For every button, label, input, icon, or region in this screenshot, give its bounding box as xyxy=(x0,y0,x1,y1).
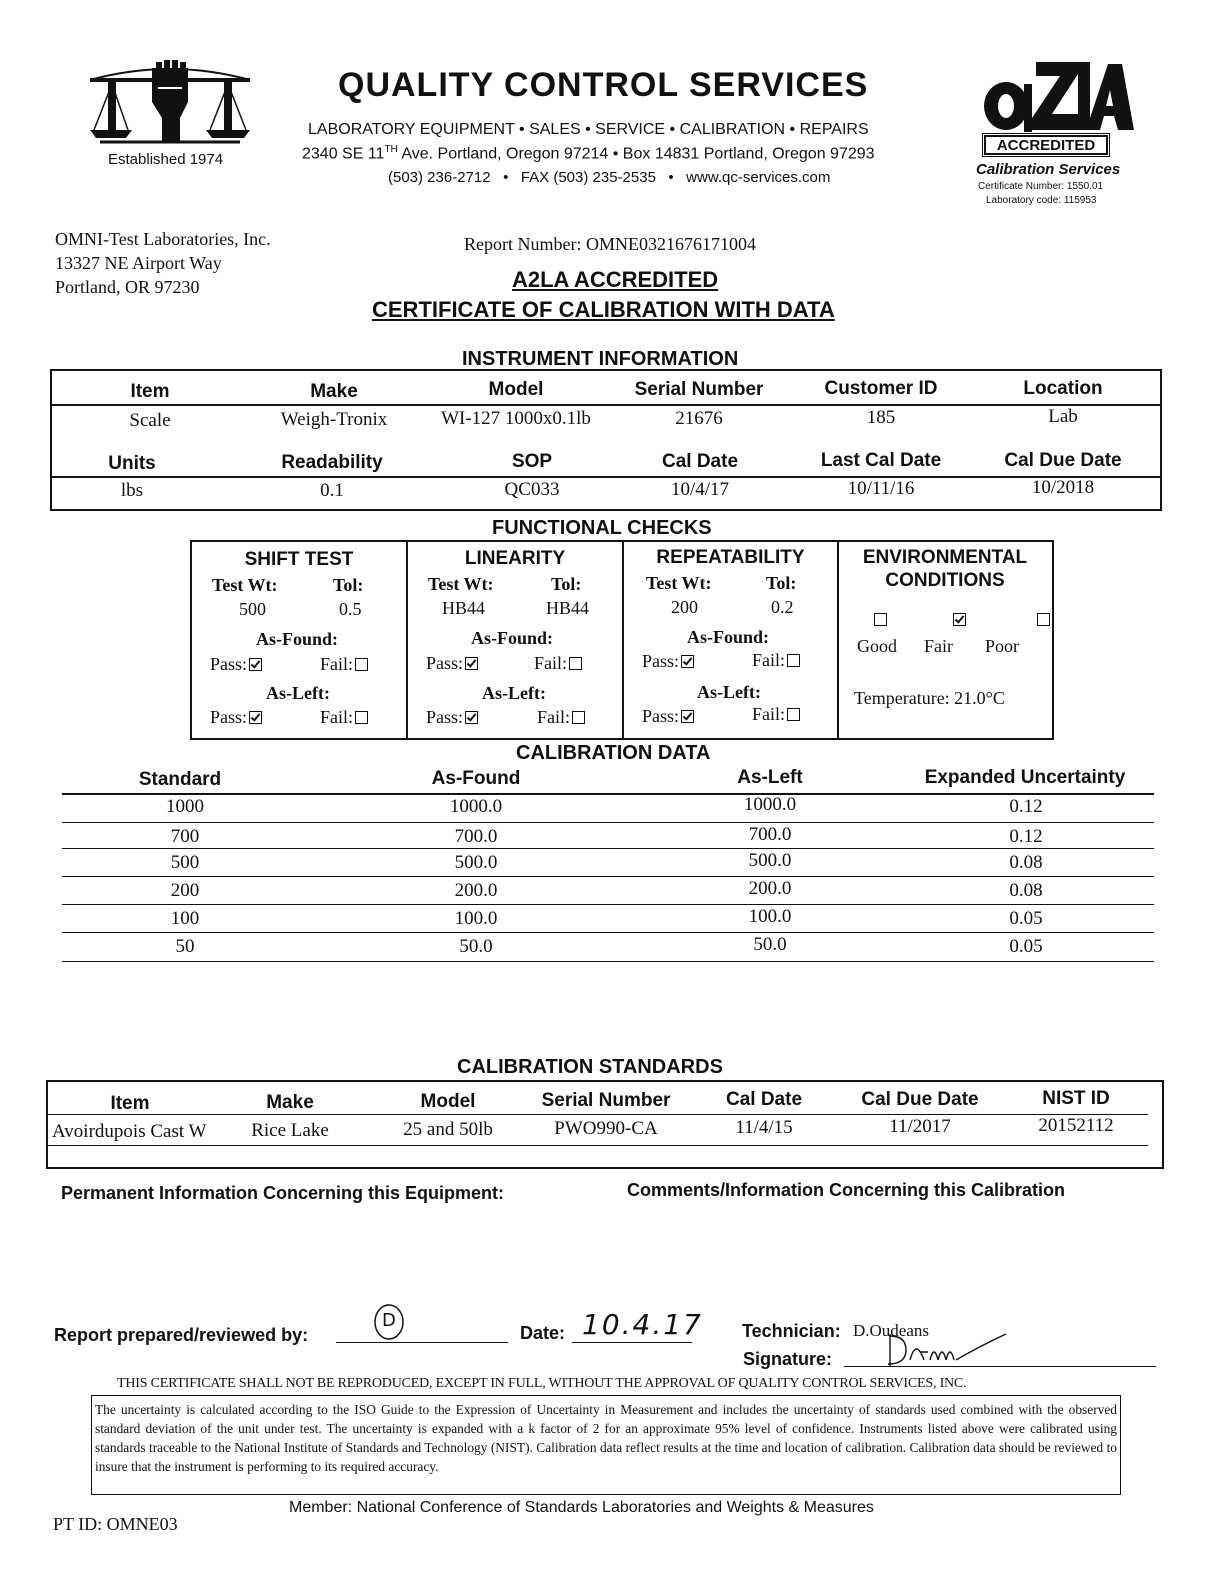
cal-cell-as-left: 700.0 xyxy=(748,824,792,845)
cal-cell-uncertainty: 0.12 xyxy=(1009,796,1043,817)
pass-checkbox-checked[interactable] xyxy=(249,711,262,724)
a2la-label: Calibration Services xyxy=(976,161,1121,178)
repeatability-as-found-pass xyxy=(642,651,694,672)
report-title-certificate: CERTIFICATE OF CALIBRATION WITH DATA xyxy=(372,297,835,322)
good-checkbox[interactable] xyxy=(874,613,887,626)
date-handwritten: 10.4.17 xyxy=(582,1308,703,1341)
linearity-as-left-label: As-Left: xyxy=(482,683,546,703)
fail-checkbox[interactable] xyxy=(355,658,368,671)
linearity-test-wt-value: HB44 xyxy=(442,598,486,618)
cal-cell-uncertainty: 0.08 xyxy=(1009,852,1043,873)
value-item: Scale xyxy=(129,410,171,431)
certificate-number: Certificate Number: 1550.01 xyxy=(978,181,1104,192)
linearity-tol-label: Tol: xyxy=(551,574,582,594)
prepared-by-line xyxy=(336,1342,508,1343)
shift-as-left-fail xyxy=(320,707,368,728)
std-header-cal-date: Cal Date xyxy=(725,1089,803,1110)
signature-label: Signature: xyxy=(743,1349,833,1369)
pt-id: PT ID: OMNE03 xyxy=(53,1514,178,1534)
fail-label: Fail: xyxy=(320,654,354,674)
member-line: Member: National Conference of Standards Laboratories and Weights & Measures xyxy=(289,1499,874,1516)
std-value-make: Rice Lake xyxy=(251,1120,329,1141)
cal-header-as-left: As-Left xyxy=(737,767,803,788)
cal-cell-uncertainty: 0.05 xyxy=(1009,936,1043,957)
value-units: lbs xyxy=(120,480,144,501)
linearity-as-found-pass xyxy=(426,653,478,674)
cal-cell-as-found: 100.0 xyxy=(454,908,498,929)
repeatability-tol-value: 0.2 xyxy=(771,597,794,617)
repeatability-title: REPEATABILITY xyxy=(656,547,805,568)
cal-cell-as-left: 1000.0 xyxy=(743,794,797,815)
cal-row-rule xyxy=(62,961,1154,962)
pass-checkbox-checked[interactable] xyxy=(465,711,478,724)
shift-tol-label: Tol: xyxy=(333,575,364,595)
permanent-info-label: Permanent Information Concerning this Equipment: xyxy=(61,1183,505,1203)
signature-scribble-icon xyxy=(880,1330,1020,1370)
repeatability-test-wt-value: 200 xyxy=(671,597,698,617)
cal-row-rule xyxy=(62,904,1154,905)
laboratory-code: Laboratory code: 115953 xyxy=(986,195,1097,206)
poor-checkbox[interactable] xyxy=(1037,613,1050,626)
env-poor-label: Poor xyxy=(985,636,1020,656)
reproduction-notice: THIS CERTIFICATE SHALL NOT BE REPRODUCED, EXCEPT IN FULL, WITHOUT THE APPROVAL OF QUALITY CONTROL SERVICES, INC. xyxy=(117,1376,967,1391)
cal-header-expanded-uncertainty: Expanded Uncertainty xyxy=(924,767,1126,788)
environment-title-1: ENVIRONMENTAL xyxy=(862,547,1028,568)
pass-label: Pass: xyxy=(642,706,680,726)
cal-cell-standard: 700 xyxy=(170,826,200,847)
cal-cell-as-left: 50.0 xyxy=(753,934,787,955)
address-line xyxy=(302,144,875,163)
header-cal-date: Cal Date xyxy=(661,451,739,472)
fail-checkbox[interactable] xyxy=(787,708,800,721)
value-cal-date: 10/4/17 xyxy=(670,479,730,500)
cal-cell-as-left: 100.0 xyxy=(748,906,792,927)
standards-header-rule xyxy=(48,1114,1148,1115)
cal-cell-as-left: 200.0 xyxy=(748,878,792,899)
shift-tol-value: 0.5 xyxy=(339,599,362,619)
env-fair-label: Fair xyxy=(924,636,953,656)
cal-cell-as-found: 1000.0 xyxy=(449,796,503,817)
cal-cell-as-found: 50.0 xyxy=(459,936,493,957)
cal-row-rule xyxy=(62,876,1154,877)
customer-name: OMNI-Test Laboratories, Inc. xyxy=(55,229,271,249)
repeatability-test-wt-label: Test Wt: xyxy=(646,573,712,593)
repeatability-as-found-fail xyxy=(752,650,800,671)
linearity-tol-value: HB44 xyxy=(546,598,590,618)
established-text: Established 1974 xyxy=(108,151,224,168)
fair-checkbox-checked[interactable] xyxy=(953,613,966,626)
shift-test-wt-value: 500 xyxy=(239,599,266,619)
cal-cell-as-found: 500.0 xyxy=(454,852,498,873)
initials-text: D xyxy=(382,1310,396,1331)
linearity-as-left-pass xyxy=(426,707,478,728)
pass-checkbox-checked[interactable] xyxy=(681,710,694,723)
a2la-logo-icon xyxy=(982,56,1134,136)
cal-row-rule xyxy=(62,848,1154,849)
shift-as-found-pass xyxy=(210,654,262,675)
technician-label: Technician: xyxy=(742,1321,841,1341)
contact-line: (503) 236-2712 • FAX (503) 235-2535 • www.qc-services.com xyxy=(388,169,831,186)
env-good-label: Good xyxy=(857,636,897,656)
shift-test-title: SHIFT TEST xyxy=(244,549,354,570)
shift-as-found-label: As-Found: xyxy=(256,629,339,649)
technician-name: D.Oudeans xyxy=(853,1321,930,1340)
header-make: Make xyxy=(310,381,358,402)
environment-title-2: CONDITIONS xyxy=(885,570,1005,591)
instrument-section-title: INSTRUMENT INFORMATION xyxy=(462,348,739,370)
shift-as-found-fail xyxy=(320,654,368,675)
customer-street: 13327 NE Airport Way xyxy=(55,253,222,273)
repeatability-as-left-label: As-Left: xyxy=(697,682,761,702)
address-post: Ave. Portland, Oregon 97214 • Box 14831 Portland, Oregon 97293 xyxy=(397,145,875,163)
repeatability-tol-label: Tol: xyxy=(766,573,797,593)
fail-label: Fail: xyxy=(534,653,568,673)
scales-hand-icon xyxy=(80,58,260,153)
pass-checkbox-checked[interactable] xyxy=(249,658,262,671)
value-readability: 0.1 xyxy=(320,480,344,501)
cal-cell-uncertainty: 0.08 xyxy=(1009,880,1043,901)
header-units: Units xyxy=(108,453,156,474)
date-label: Date: xyxy=(520,1323,566,1343)
cal-header-as-found: As-Found xyxy=(431,768,521,789)
shift-test-wt-label: Test Wt: xyxy=(212,575,278,595)
header-model: Model xyxy=(488,379,544,400)
std-header-nist-id: NIST ID xyxy=(1042,1088,1110,1109)
cal-cell-as-left: 500.0 xyxy=(748,850,792,871)
calibration-data-section-title: CALIBRATION DATA xyxy=(516,742,711,764)
functional-section-title: FUNCTIONAL CHECKS xyxy=(492,517,712,539)
fail-checkbox[interactable] xyxy=(572,711,585,724)
std-value-serial-number: PWO990-CA xyxy=(554,1118,658,1139)
pass-checkbox-checked[interactable] xyxy=(465,657,478,670)
std-value-cal-due-date: 11/2017 xyxy=(889,1116,951,1137)
report-title-a2la: A2LA ACCREDITED xyxy=(512,267,719,292)
fail-label: Fail: xyxy=(752,704,786,724)
comments-info-label: Comments/Information Concerning this Calibration xyxy=(627,1180,1066,1200)
company-logo xyxy=(80,58,260,153)
cal-header-rule xyxy=(62,793,1154,795)
value-last-cal-date: 10/11/16 xyxy=(847,478,915,499)
cal-cell-standard: 100 xyxy=(170,908,200,929)
linearity-title: LINEARITY xyxy=(464,548,566,569)
repeatability-as-found-label: As-Found: xyxy=(687,627,770,647)
services-line: LABORATORY EQUIPMENT • SALES • SERVICE • CALIBRATION • REPAIRS xyxy=(308,121,869,138)
cal-row-rule xyxy=(62,822,1154,823)
cal-cell-standard: 1000 xyxy=(166,796,204,817)
fail-label: Fail: xyxy=(320,707,354,727)
shift-as-left-label: As-Left: xyxy=(266,683,330,703)
cal-cell-as-found: 200.0 xyxy=(454,880,498,901)
pass-label: Pass: xyxy=(210,707,248,727)
standards-row-rule xyxy=(48,1145,1148,1146)
customer-city: Portland, OR 97230 xyxy=(55,277,200,297)
linearity-as-found-fail xyxy=(534,653,582,674)
fail-label: Fail: xyxy=(752,650,786,670)
cal-cell-as-found: 700.0 xyxy=(454,826,498,847)
cal-cell-standard: 200 xyxy=(170,880,200,901)
std-header-make: Make xyxy=(266,1092,314,1113)
fail-checkbox[interactable] xyxy=(787,654,800,667)
header-location: Location xyxy=(1023,378,1103,399)
std-value-cal-date: 11/4/15 xyxy=(735,1117,793,1138)
std-header-cal-due-date: Cal Due Date xyxy=(861,1089,979,1110)
address-pre: 2340 SE 11 xyxy=(302,145,385,163)
std-header-item: Item xyxy=(110,1093,150,1114)
header-sop: SOP xyxy=(511,451,553,472)
cal-header-standard: Standard xyxy=(138,769,222,790)
value-serial-number: 21676 xyxy=(675,408,723,429)
pass-label: Pass: xyxy=(426,707,464,727)
pass-label: Pass: xyxy=(642,651,680,671)
address-sup: TH xyxy=(384,144,398,155)
header-serial-number: Serial Number xyxy=(634,379,764,400)
fail-checkbox[interactable] xyxy=(569,657,582,670)
repeatability-as-left-fail xyxy=(752,704,800,725)
std-value-nist-id: 20152112 xyxy=(1038,1115,1114,1136)
company-name: QUALITY CONTROL SERVICES xyxy=(338,66,869,104)
cal-cell-standard: 500 xyxy=(170,852,200,873)
env-temperature: Temperature: 21.0°C xyxy=(854,688,1005,708)
linearity-test-wt-label: Test Wt: xyxy=(428,574,494,594)
a2la-logo xyxy=(982,56,1134,136)
value-make: Weigh-Tronix xyxy=(280,409,388,430)
accredited-badge: ACCREDITED xyxy=(984,135,1108,155)
shift-as-left-pass xyxy=(210,707,262,728)
value-cal-due-date: 10/2018 xyxy=(1031,477,1095,498)
repeatability-as-left-pass xyxy=(642,706,694,727)
cal-cell-uncertainty: 0.12 xyxy=(1009,826,1043,847)
functional-divider-1 xyxy=(406,540,408,740)
std-value-item: Avoirdupois Cast W xyxy=(52,1121,207,1142)
prepared-by-label: Report prepared/reviewed by: xyxy=(54,1325,309,1345)
value-customer-id: 185 xyxy=(866,407,896,428)
cal-row-rule xyxy=(62,932,1154,933)
fail-label: Fail: xyxy=(537,707,571,727)
header-cal-due-date: Cal Due Date xyxy=(1004,450,1122,471)
cal-cell-standard: 50 xyxy=(175,936,195,957)
pass-checkbox-checked[interactable] xyxy=(681,655,694,668)
fail-checkbox[interactable] xyxy=(355,711,368,724)
value-model: WI-127 1000x0.1lb xyxy=(441,408,591,429)
pass-label: Pass: xyxy=(426,653,464,673)
header-item: Item xyxy=(130,381,170,402)
prepared-initials xyxy=(372,1302,406,1342)
std-header-model: Model xyxy=(420,1091,476,1112)
functional-divider-2 xyxy=(622,540,624,740)
linearity-as-found-label: As-Found: xyxy=(471,628,554,648)
value-sop: QC033 xyxy=(504,479,560,500)
header-readability: Readability xyxy=(281,452,383,473)
header-customer-id: Customer ID xyxy=(824,378,938,399)
pass-label: Pass: xyxy=(210,654,248,674)
handwritten-signature xyxy=(880,1330,1020,1370)
report-number: Report Number: OMNE0321676171004 xyxy=(464,234,756,254)
standards-section-title: CALIBRATION STANDARDS xyxy=(457,1056,723,1078)
std-value-model: 25 and 50lb xyxy=(403,1119,493,1140)
uncertainty-statement: The uncertainty is calculated according to the ISO Guide to the Expression of Uncertainty in Measurement and includes the uncertainty of standards used combined with the observed standard deviation of the unit under test. The uncertainty is expanded with a k factor of 2 for an approximate 95% level of confidence. Instruments listed above were calibrated using standards traceable to the National Institute of Standards and Technology (NIST). Calibration data reflect results at the time and location of calibration. Calibration data should be reviewed to insure that the instrument is performing to its required accuracy. xyxy=(95,1402,1117,1474)
linearity-as-left-fail xyxy=(537,707,585,728)
header-last-cal-date: Last Cal Date xyxy=(820,450,942,471)
date-line xyxy=(572,1342,692,1343)
cal-cell-uncertainty: 0.05 xyxy=(1009,908,1043,929)
std-header-serial-number: Serial Number xyxy=(541,1090,671,1111)
value-location: Lab xyxy=(1048,406,1078,427)
